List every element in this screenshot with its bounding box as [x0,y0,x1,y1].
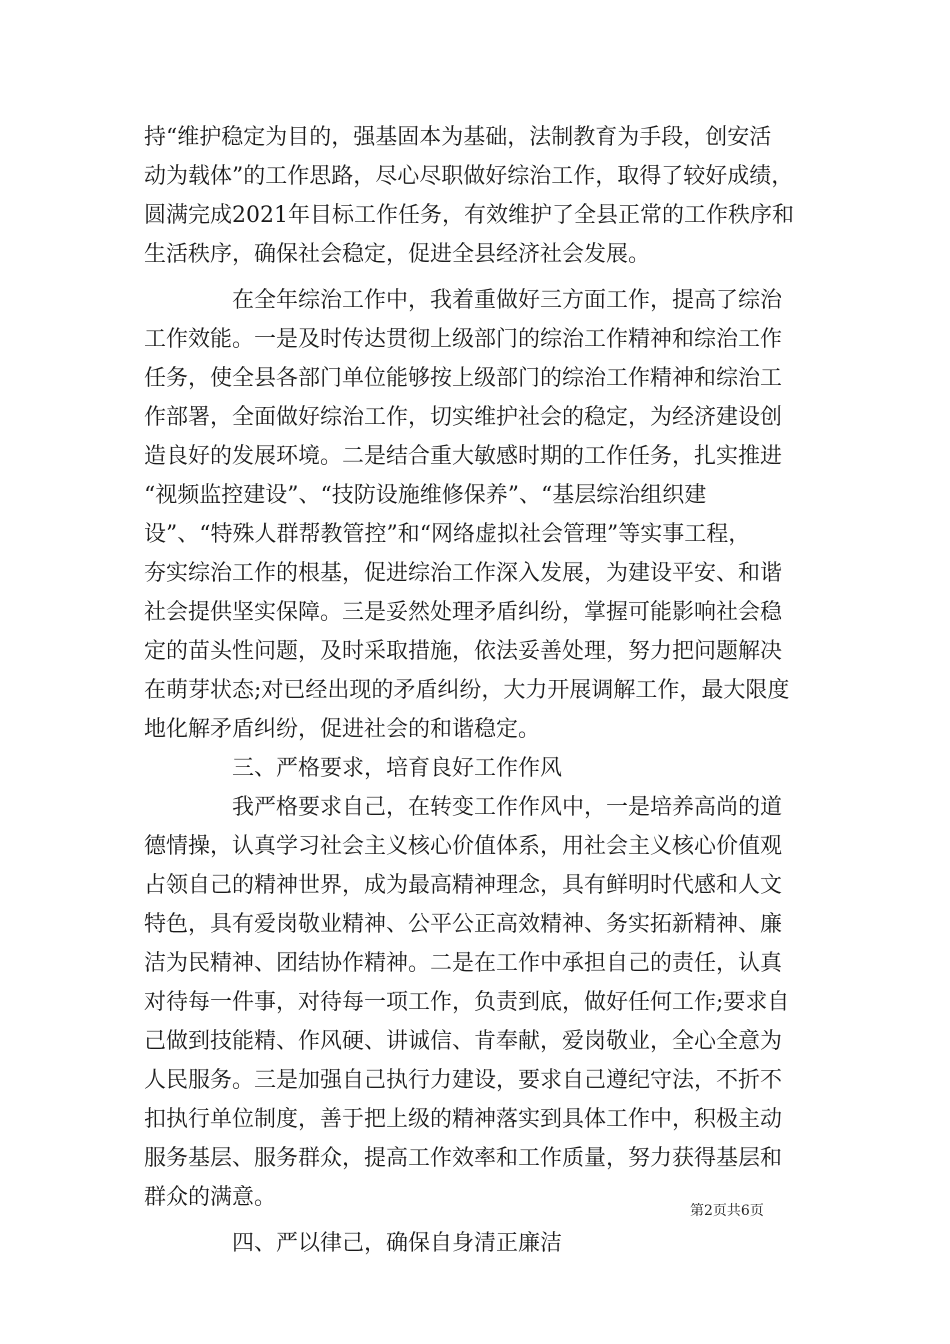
text-line: 服务基层、服务群众，提高工作效率和工作质量，努力获得基层和 [144,1146,783,1171]
text-line: 造良好的发展环境。二是结合重大敏感时期的工作任务，扎实推进 [144,444,783,469]
text-line: 夯实综治工作的根基，促进综治工作深入发展，为建设平安、和谐 [144,561,783,586]
text-line: 占领自己的精神世界，成为最高精神理念，具有鲜明时代感和人文 [144,873,783,898]
text-line: 洁为民精神、团结协作精神。二是在工作中承担自己的责任，认真 [144,951,783,976]
text-line: 人民服务。三是加强自己执行力建设，要求自己遵纪守法，不折不 [144,1068,783,1093]
text-line: 在萌芽状态;对已经出现的矛盾纠纷，大力开展调解工作，最大限度 [144,678,790,703]
text-line: 圆满完成2021年目标工作任务，有效维护了全县正常的工作秩序和 [144,203,794,228]
text-line: 生活秩序，确保社会稳定，促进全县经济社会发展。 [144,242,651,267]
paragraph-spacer [144,274,824,281]
text-line: 社会提供坚实保障。三是妥然处理矛盾纠纷，掌握可能影响社会稳 [144,600,783,625]
text-line: 定的苗头性问题，及时采取措施，依法妥善处理，努力把问题解决 [144,639,783,664]
text-line: 群众的满意。 [144,1185,277,1210]
text-line: 特色，具有爱岗敬业精神、公平公正高效精神、务实拓新精神、廉 [144,912,783,937]
text-line: 动为载体”的工作思路，尽心尽职做好综治工作，取得了较好成绩， [144,164,794,189]
text-line: 扣执行单位制度，善于把上级的精神落实到具体工作中，积极主动 [144,1107,783,1132]
document-body [144,118,824,1263]
section-heading-4: 四、严以律己，确保自身清正廉洁 [232,1231,563,1256]
page-number-footer: 第2页共6页 [690,1203,764,1219]
section-heading-3: 三、严格要求，培育良好工作作风 [232,756,563,781]
paragraph-work-efficiency [144,281,824,749]
text-line: 持“维护稳定为目的，强基固本为基础，法制教育为手段，创安活 [144,125,772,150]
text-line: 对待每一件事，对待每一项工作，负责到底，做好任何工作;要求自 [144,990,790,1015]
text-line: “视频监控建设”、“技防设施维修保养”、“基层综治组织建 [144,483,707,508]
text-line: 工作效能。一是及时传达贯彻上级部门的综治工作精神和综治工作 [144,327,783,352]
text-line: 设”、“特殊人群帮教管控”和“网络虚拟社会管理”等实事工程， [144,522,751,547]
text-line: 己做到技能精、作风硬、讲诚信、肯奉献，爱岗敬业，全心全意为 [144,1029,783,1054]
text-line: 在全年综治工作中，我着重做好三方面工作，提高了综治 [232,288,783,313]
text-line: 任务，使全县各部门单位能够按上级部门的综治工作精神和综治工 [144,366,783,391]
text-line: 我严格要求自己，在转变工作作风中，一是培养高尚的道 [232,795,783,820]
text-line: 作部署，全面做好综治工作，切实维护社会的稳定，为经济建设创 [144,405,783,430]
text-line: 地化解矛盾纠纷，促进社会的和谐稳定。 [144,717,541,742]
text-line: 德情操，认真学习社会主义核心价值体系，用社会主义核心价值观 [144,834,783,859]
paragraph-work-style [144,788,824,1217]
paragraph-continued [144,118,824,274]
